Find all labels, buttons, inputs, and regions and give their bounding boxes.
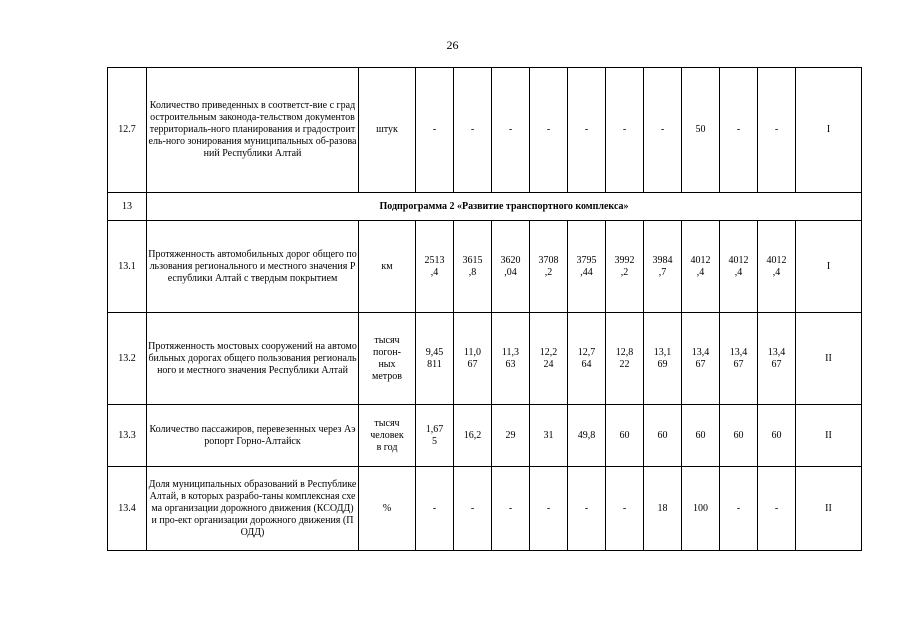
unit-cell	[359, 68, 416, 193]
value-cell	[454, 405, 492, 467]
value-cell-text: -	[736, 124, 741, 135]
indicator-name-cell	[147, 68, 359, 193]
value-cell	[682, 68, 720, 193]
value-cell	[606, 405, 644, 467]
unit-cell-text: штук	[376, 124, 398, 135]
row-number-cell-text: 13.3	[118, 429, 136, 441]
table-row	[108, 313, 862, 405]
value-cell	[682, 405, 720, 467]
value-cell	[720, 221, 758, 313]
value-cell	[758, 68, 796, 193]
value-cell-text: 4012 ,4	[690, 254, 711, 278]
value-cell	[644, 405, 682, 467]
indicator-name-cell-text: Количество пассажиров, перевезенных через Аэропорт Горно-Алтайск	[149, 423, 356, 447]
value-cell-text: 3620 ,04	[500, 254, 521, 278]
unit-cell	[359, 313, 416, 405]
value-cell	[416, 221, 454, 313]
value-cell	[720, 405, 758, 467]
unit-cell	[359, 221, 416, 313]
value-cell-text: 13,1 69	[653, 346, 672, 370]
row-number-cell-text: 13.1	[118, 260, 136, 272]
value-cell-text: -	[432, 502, 437, 514]
value-cell	[454, 313, 492, 405]
value-cell	[492, 221, 530, 313]
indicator-name-cell-text: Количество приведенных в соответст-вие с градостроительным законода-тельством документов территориаль-ного планирования и градостроитель-ного зонирования муниципальных об-разований Республики Алтай	[148, 100, 357, 159]
row-number-cell	[108, 467, 147, 551]
value-cell-text: 3708 ,2	[538, 254, 559, 278]
table-row	[108, 467, 862, 551]
indicator-name-cell	[147, 313, 359, 405]
indicator-name-cell	[147, 221, 359, 313]
row-number-cell-text: 12.7	[118, 124, 136, 135]
indicator-type-cell	[796, 313, 862, 405]
value-cell	[530, 405, 568, 467]
value-cell-text: 13,4 67	[691, 346, 710, 370]
value-cell	[606, 313, 644, 405]
value-cell	[682, 221, 720, 313]
value-cell	[530, 221, 568, 313]
value-cell-text: 49,8	[577, 429, 596, 441]
section-row	[108, 193, 862, 221]
value-cell	[568, 467, 606, 551]
unit-cell-text: тысяч погон- ных метров	[372, 334, 402, 382]
unit-cell-text: %	[382, 502, 392, 514]
unit-cell	[359, 467, 416, 551]
value-cell	[758, 313, 796, 405]
value-cell	[644, 313, 682, 405]
value-cell-text: 60	[771, 429, 782, 441]
indicator-type-cell-text: II	[825, 429, 832, 441]
indicator-name-cell-text: Протяженность автомобильных дорог общего пользования регионального и местного значения Республики Алтай с твердым покрытием	[148, 248, 357, 284]
value-cell-text: -	[584, 502, 589, 514]
value-cell-text: 100	[693, 502, 708, 514]
value-cell-text: 11,3 63	[501, 346, 520, 370]
indicator-name-cell	[147, 467, 359, 551]
section-title-cell	[147, 193, 862, 221]
indicator-name-cell-text: Доля муниципальных образований в Республике Алтай, в которых разрабо-таны комплексная схема организации дорожного движения (КСОДД) и про-ект организации дорожного движения (ПОДД)	[148, 478, 357, 538]
value-cell-text: -	[774, 124, 779, 135]
value-cell	[530, 313, 568, 405]
value-cell-text: -	[584, 124, 589, 135]
value-cell-text: -	[660, 124, 665, 135]
value-cell	[644, 68, 682, 193]
value-cell-text: 3984 ,7	[652, 254, 673, 278]
value-cell-text: 50	[695, 124, 706, 135]
value-cell	[454, 467, 492, 551]
value-cell-text: 60	[733, 429, 744, 441]
value-cell	[492, 68, 530, 193]
indicator-type-cell-text: II	[825, 352, 832, 364]
indicators-table	[107, 67, 862, 551]
value-cell-text: 12,2 24	[539, 346, 558, 370]
value-cell-text: 11,0 67	[463, 346, 482, 370]
value-cell-text: 4012 ,4	[766, 254, 787, 278]
row-number-cell	[108, 221, 147, 313]
value-cell-text: -	[432, 124, 437, 135]
value-cell-text: 29	[505, 429, 516, 441]
indicator-type-cell	[796, 68, 862, 193]
value-cell-text: 31	[543, 429, 554, 441]
table-row	[108, 405, 862, 467]
value-cell-text: -	[774, 502, 779, 514]
indicator-name-cell	[147, 405, 359, 467]
value-cell	[454, 221, 492, 313]
value-cell	[720, 313, 758, 405]
indicator-type-cell-text: I	[826, 260, 831, 272]
value-cell	[530, 467, 568, 551]
value-cell-text: 60	[657, 429, 668, 441]
table-body	[108, 68, 862, 551]
value-cell	[644, 467, 682, 551]
value-cell	[568, 68, 606, 193]
value-cell	[530, 68, 568, 193]
value-cell	[416, 405, 454, 467]
indicator-type-cell-text: I	[826, 124, 831, 135]
unit-cell	[359, 405, 416, 467]
value-cell	[568, 405, 606, 467]
value-cell	[606, 467, 644, 551]
value-cell-text: 13,4 67	[767, 346, 786, 370]
indicator-name-cell-text: Протяженность мостовых сооружений на автомобильных дорогах общего пользования регионального и местного значения Республики Алтай	[148, 340, 357, 376]
value-cell-text: -	[622, 124, 627, 135]
value-cell	[682, 467, 720, 551]
value-cell-text: 60	[619, 429, 630, 441]
value-cell	[758, 405, 796, 467]
value-cell-text: -	[736, 502, 741, 514]
row-number-cell-text: 13.4	[118, 502, 136, 514]
row-number-cell	[108, 313, 147, 405]
value-cell	[568, 221, 606, 313]
row-number-cell-text: 13	[122, 200, 132, 212]
value-cell-text: 18	[657, 502, 668, 514]
value-cell-text: -	[470, 502, 475, 514]
value-cell	[416, 313, 454, 405]
value-cell	[492, 467, 530, 551]
section-title-cell-text: Подпрограмма 2 «Развитие транспортного комплекса»	[379, 200, 629, 212]
table-row	[108, 68, 862, 193]
value-cell-text: -	[508, 124, 513, 135]
value-cell-text: -	[508, 502, 513, 514]
value-cell-text: 2513 ,4	[424, 254, 445, 278]
value-cell-text: -	[470, 124, 475, 135]
value-cell	[492, 405, 530, 467]
unit-cell-text: тысяч человек в год	[370, 417, 404, 453]
value-cell-text: 12,8 22	[615, 346, 634, 370]
value-cell	[682, 313, 720, 405]
value-cell-text: 3992 ,2	[614, 254, 635, 278]
value-cell	[416, 467, 454, 551]
value-cell-text: 16,2	[463, 429, 482, 441]
indicator-type-cell-text: II	[825, 502, 832, 514]
value-cell	[644, 221, 682, 313]
row-number-cell	[108, 68, 147, 193]
value-cell-text: -	[546, 502, 551, 514]
value-cell-text: 9,45 811	[425, 346, 444, 370]
value-cell	[720, 467, 758, 551]
indicator-type-cell	[796, 405, 862, 467]
value-cell	[606, 68, 644, 193]
value-cell-text: 1,67 5	[425, 423, 444, 447]
value-cell	[568, 313, 606, 405]
value-cell	[758, 221, 796, 313]
indicator-type-cell	[796, 221, 862, 313]
indicator-type-cell	[796, 467, 862, 551]
value-cell-text: 12,7 64	[577, 346, 596, 370]
value-cell-text: 4012 ,4	[728, 254, 749, 278]
value-cell	[720, 68, 758, 193]
value-cell	[758, 467, 796, 551]
row-number-cell	[108, 405, 147, 467]
value-cell	[606, 221, 644, 313]
value-cell-text: 13,4 67	[729, 346, 748, 370]
value-cell	[492, 313, 530, 405]
value-cell	[416, 68, 454, 193]
unit-cell-text: км	[381, 260, 393, 272]
row-number-cell-text: 13.2	[118, 352, 136, 364]
value-cell-text: -	[622, 502, 627, 514]
value-cell-text: 3615 ,8	[462, 254, 483, 278]
table-row	[108, 221, 862, 313]
value-cell-text: -	[546, 124, 551, 135]
page-number: 26	[446, 38, 459, 52]
row-number-cell	[108, 193, 147, 221]
value-cell	[454, 68, 492, 193]
value-cell-text: 60	[695, 429, 706, 441]
value-cell-text: 3795 ,44	[576, 254, 597, 278]
